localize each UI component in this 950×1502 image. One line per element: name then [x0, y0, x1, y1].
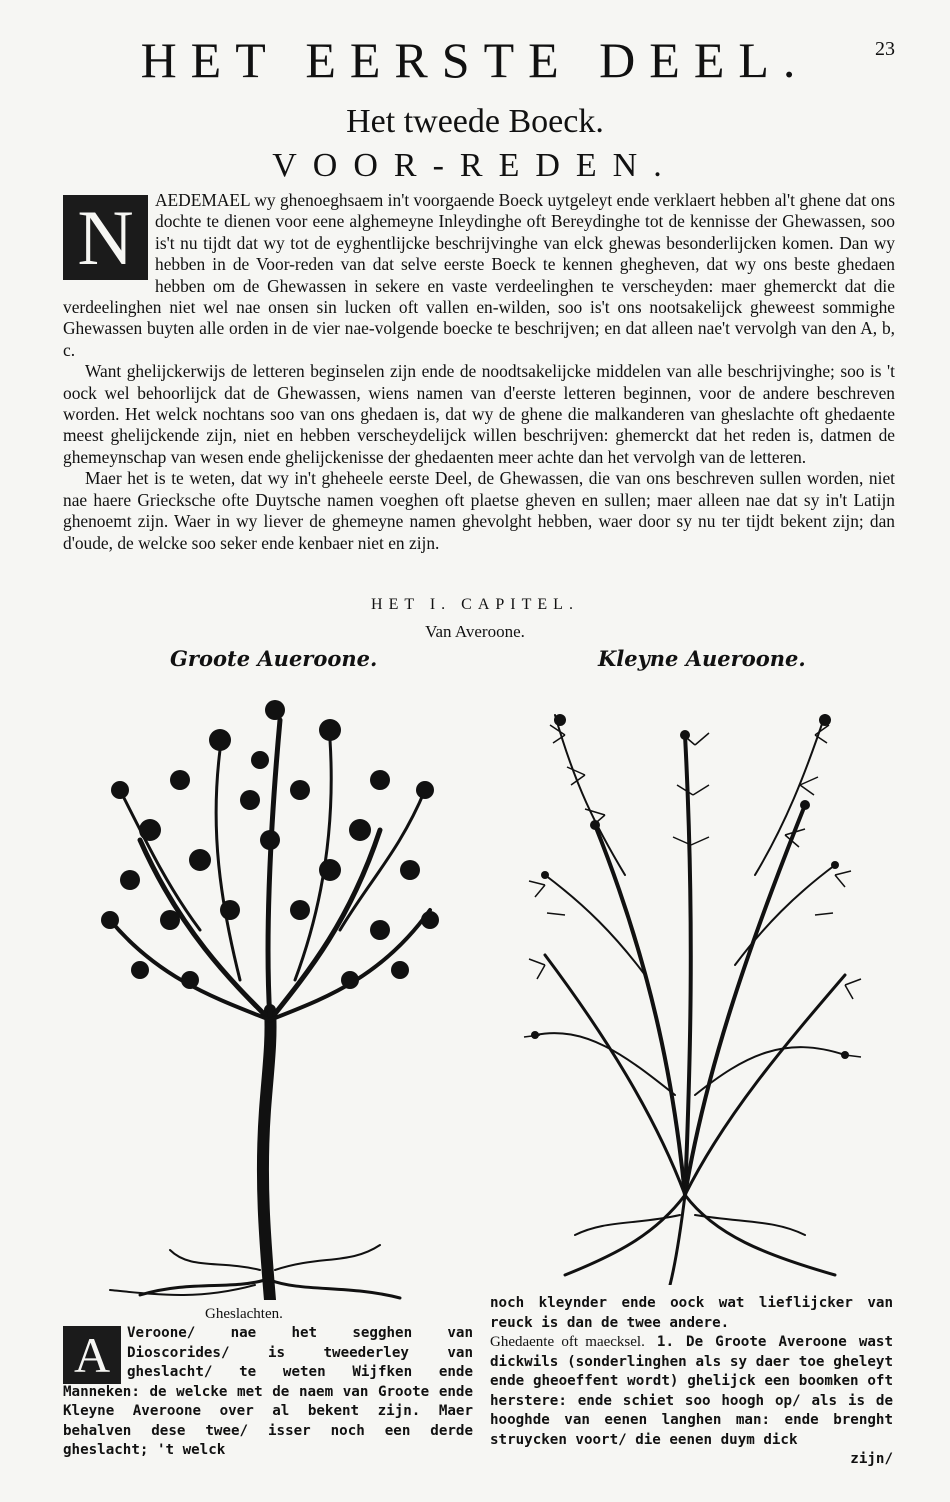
left-column-body: Veroone/ nae het segghen van Dioscorides/ is tweederley van gheslacht/ te weten Wijfken ende Manneken: de welcke met de naem van Groote ende Kleyne Averoone over al bekent zijn. Maer behalven dese twee/ isser noch een derde gheslacht; 't welck [63, 1325, 473, 1458]
decorated-initial: N [63, 195, 148, 280]
right-column-body: 1. De Groote Averoone wast dickwils (sonderlinghen als sy daer toe gheleyt ende gheoeffent wordt) ghelijck een boomken oft herstere: ende schiet soo hoogh op/ als is de hooghde van eenen langhen man: ende brenght struycken voort/ die eenen duym dick [490, 1334, 893, 1448]
page-number: 23 [875, 38, 895, 60]
paragraph-text: wy ghenoeghsaem in't voorgaende Boeck uytgeleyt ende verklaert hebben al't ghene dat ons dochte te dienen voor eene alghemeyne Inleydinghe oft Bereydinghe tot de kennisse der Ghewassen, soo is't nu tijdt dat wy tot de eyghentlijcke beschrijvinghe van elck ghewas besonderlijcken komen. Dan wy hebben in de Voor-reden van dat selve eerste Boeck te kennen ghegheven, dat wy ons beste ghedaen hebben om de Ghewassen in sekere en vaste verdeelinghen te verscheyden: maer ghemerckt dat die verdeelinghen niet wel nae onsen sin lucken oft vallen en-wilden, soo is't ons nootsakelijck gheweest sommighe Ghewassen buyten alle orden in de vier nae-volgende boecke te beschrijven; en dat alleen nae't vervolgh van den A, b, c. [63, 190, 895, 360]
preface-paragraph-1 [63, 190, 895, 361]
left-column-text [63, 1324, 473, 1461]
fern-like-herb-woodcut-icon [505, 675, 875, 1285]
chapter-heading: HET I. CAPITEL. [371, 596, 579, 613]
chapter-subtitle: Van Averoone. [425, 622, 525, 641]
gheslachten-heading: Gheslachten. [205, 1306, 283, 1322]
running-head: HET EERSTE DEEL. [140, 32, 810, 88]
preface-paragraph-2: Want ghelijckerwijs de letteren beginselen zijn ende de noodtsakelijcke middelen van alle beschrijvinghe; soo is 't oock wel behoorlijck dat de Ghewassen, wiens namen van d'eerste letteren beginnen, voor de andere beschreven worden. Het welck nochtans soo van ons ghedaen is, dat wy de ghene die malkanderen van gheslachte oft ghedaente meest ghelijckende zijn, niet en hebben verscheydelijck willen beschrijven: ghemerckt dat het reden is, datmen de ghemeynschap van wesen ende ghelijckenisse der ghedaenten meer achte dan het vervolgh van de letteren. [63, 361, 895, 467]
preface-text [63, 190, 895, 554]
catchword: zijn/ [850, 1451, 893, 1467]
right-figure-caption: Kleyne Aueroone. [598, 646, 806, 671]
right-column-top: noch kleynder ende oock wat lieflijcker van reuck is dan de twee andere. [490, 1295, 893, 1331]
shrub-woodcut-icon [80, 680, 460, 1300]
ghedaente-heading: Ghedaente oft maecksel. [490, 1334, 645, 1350]
left-figure-caption: Groote Aueroone. [170, 646, 378, 671]
right-column-text [490, 1294, 893, 1470]
lead-caps: AEDEMAEL [155, 190, 250, 210]
decorated-initial-a: A [63, 1326, 121, 1384]
section-title: VOOR-REDEN. [272, 147, 678, 184]
preface-paragraph-3: Maer het is te weten, dat wy in't gheheele eerste Deel, de Ghewassen, die van ons beschreven sullen worden, niet nae haere Griecksche ofte Duytsche namen voeghen oft plaetse gheven en sullen; maer alleen nae dat sy in't Latijn ghenoemt zijn. Waer in wy liever de ghemeyne namen ghevolght hebben, waer door sy nu ter tijdt bekent zijn; dan d'oude, de welcke soo seker ende kenbaer niet en zijn. [63, 468, 895, 553]
book-title: Het tweede Boeck. [346, 103, 604, 140]
